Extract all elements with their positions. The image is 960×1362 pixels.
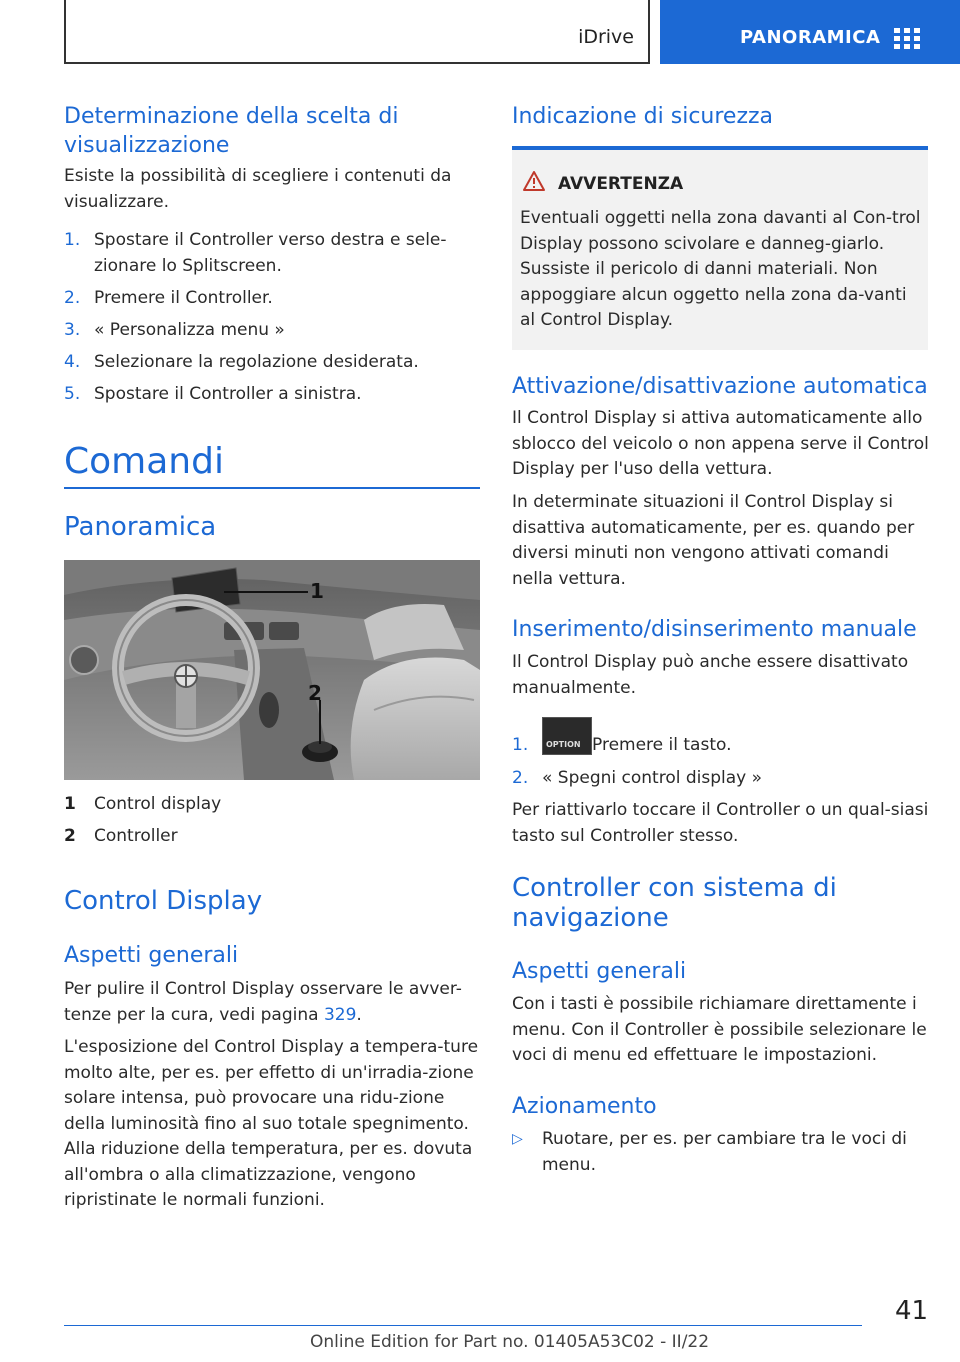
para-auto-2: In determinate situazioni il Control Display si disattiva automaticamente, per es. quando per diversi minuti non vengono attivati comandi nella vettura. (512, 492, 915, 589)
legend-item (64, 824, 482, 850)
para-manuale: Il Control Display può anche essere disattivato manualmente. (512, 652, 909, 698)
para-display-choice: Esiste la possibilità di scegliere i contenuti da visualizzare. (64, 166, 452, 212)
bullet-text: Ruotare, per es. per cambiare tra le voci di menu. (542, 1129, 907, 1175)
warning-text: Eventuali oggetti nella zona davanti al Con-trol Display possono scivolare e danneg-giarlo. Sussiste il pericolo di danni materiali. Non appoggiare alcun oggetto nella zona da-vanti al Control Display. (520, 208, 921, 330)
heading-aspetti-generali-2: Aspetti generali (512, 959, 687, 984)
heading-comandi: Comandi (64, 441, 224, 482)
para-esposizione: L'esposizione del Control Display a tempera-ture molto alte, per es. per effetto di un'irradia-zione solare intensa, può provocare una ridu-zione della luminosità fino al suo totale spegnimento. Alla riduzione della temperatura, per es. dovuta all'ombra o alla climatizzazione, vengono ripristinate le normali funzioni. (64, 1037, 479, 1210)
option-key-label: OPTION (546, 740, 581, 749)
warning-title: AVVERTENZA (558, 174, 684, 194)
step-text: « Spegni control display » (542, 768, 763, 788)
step-number: 5. (64, 384, 81, 404)
header-chapter-bar[interactable] (660, 0, 960, 64)
para-auto-1: Il Control Display si attiva automaticamente allo sblocco del veicolo o non appena serve il Control Display per l'uso della vettura. (512, 408, 929, 479)
legend-text: Controller (94, 826, 178, 846)
heading-panoramica: Panoramica (64, 512, 217, 542)
list-item (64, 286, 482, 312)
option-key-icon (542, 717, 592, 755)
header-section-box (64, 0, 650, 64)
step-number: 4. (64, 352, 81, 372)
footer-rule (64, 1325, 862, 1326)
para-pulire-text: Per pulire il Control Display osservare le avver-tenze per la cura, vedi pagina (64, 979, 462, 1025)
heading-sicurezza: Indicazione di sicurezza (512, 104, 774, 129)
step-text: Premere il tasto. (592, 735, 732, 755)
step-text: Spostare il Controller a sinistra. (94, 384, 362, 404)
legend-number: 1 (64, 794, 76, 814)
step-text: « Personalizza menu » (94, 320, 285, 340)
step-text: Selezionare la regolazione desiderata. (94, 352, 419, 372)
step-number: 3. (64, 320, 81, 340)
list-item (512, 733, 930, 763)
page-link-329[interactable]: 329 (323, 1004, 357, 1025)
header-section-label: iDrive (578, 26, 634, 48)
heading-aspetti-generali: Aspetti generali (64, 943, 239, 968)
callout-2: 2 (308, 681, 322, 705)
heading-manuale: Inserimento/disinserimento manuale (512, 617, 917, 642)
step-number: 1. (512, 735, 529, 755)
heading-control-display: Control Display (64, 886, 263, 916)
list-item (64, 382, 482, 408)
para-riattivare: Per riattivarlo toccare il Controller o un qual-siasi tasto sul Controller stesso. (512, 800, 929, 846)
legend-number: 2 (64, 826, 76, 846)
legend-item (64, 792, 482, 818)
cockpit-illustration (64, 560, 480, 780)
list-item (64, 228, 482, 280)
legend-text: Control display (94, 794, 222, 814)
cockpit-photo (64, 560, 480, 780)
step-number: 2. (64, 288, 81, 308)
step-text: Spostare il Controller verso destra e sele-zionare lo Splitscreen. (94, 230, 447, 276)
heading-navigazione: Controller con sistema di navigazione (512, 873, 837, 933)
heading-azionamento: Azionamento (512, 1094, 657, 1119)
warning-box (512, 146, 928, 350)
para-pulire-end: . (356, 1004, 362, 1025)
list-item (512, 766, 930, 792)
list-item (512, 1127, 930, 1179)
heading-auto: Attivazione/disattivazione automatica (512, 374, 928, 399)
grid-menu-icon[interactable] (894, 28, 920, 50)
para-aspetti: Con i tasti è possibile richiamare direttamente i menu. Con il Controller è possibile selezionare le voci di menu ed effettuare le impostazioni. (512, 994, 927, 1065)
callout-1: 1 (310, 579, 324, 603)
header-chapter-title: PANORAMICA (740, 27, 881, 48)
step-text: Premere il Controller. (94, 288, 273, 308)
list-item (64, 350, 482, 376)
page-number: 41 (895, 1296, 929, 1326)
heading-rule (64, 487, 480, 489)
footer-edition: Online Edition for Part no. 01405A53C02 - II/22 (310, 1332, 710, 1352)
warning-triangle-icon (522, 170, 546, 192)
step-number: 1. (64, 230, 81, 250)
triangle-bullet-icon: ▷ (512, 1131, 523, 1147)
heading-display-choice: Determinazione della scelta di visualizzazione (64, 104, 399, 158)
para-pulire (64, 977, 480, 1028)
step-number: 2. (512, 768, 529, 788)
list-item (64, 318, 482, 344)
